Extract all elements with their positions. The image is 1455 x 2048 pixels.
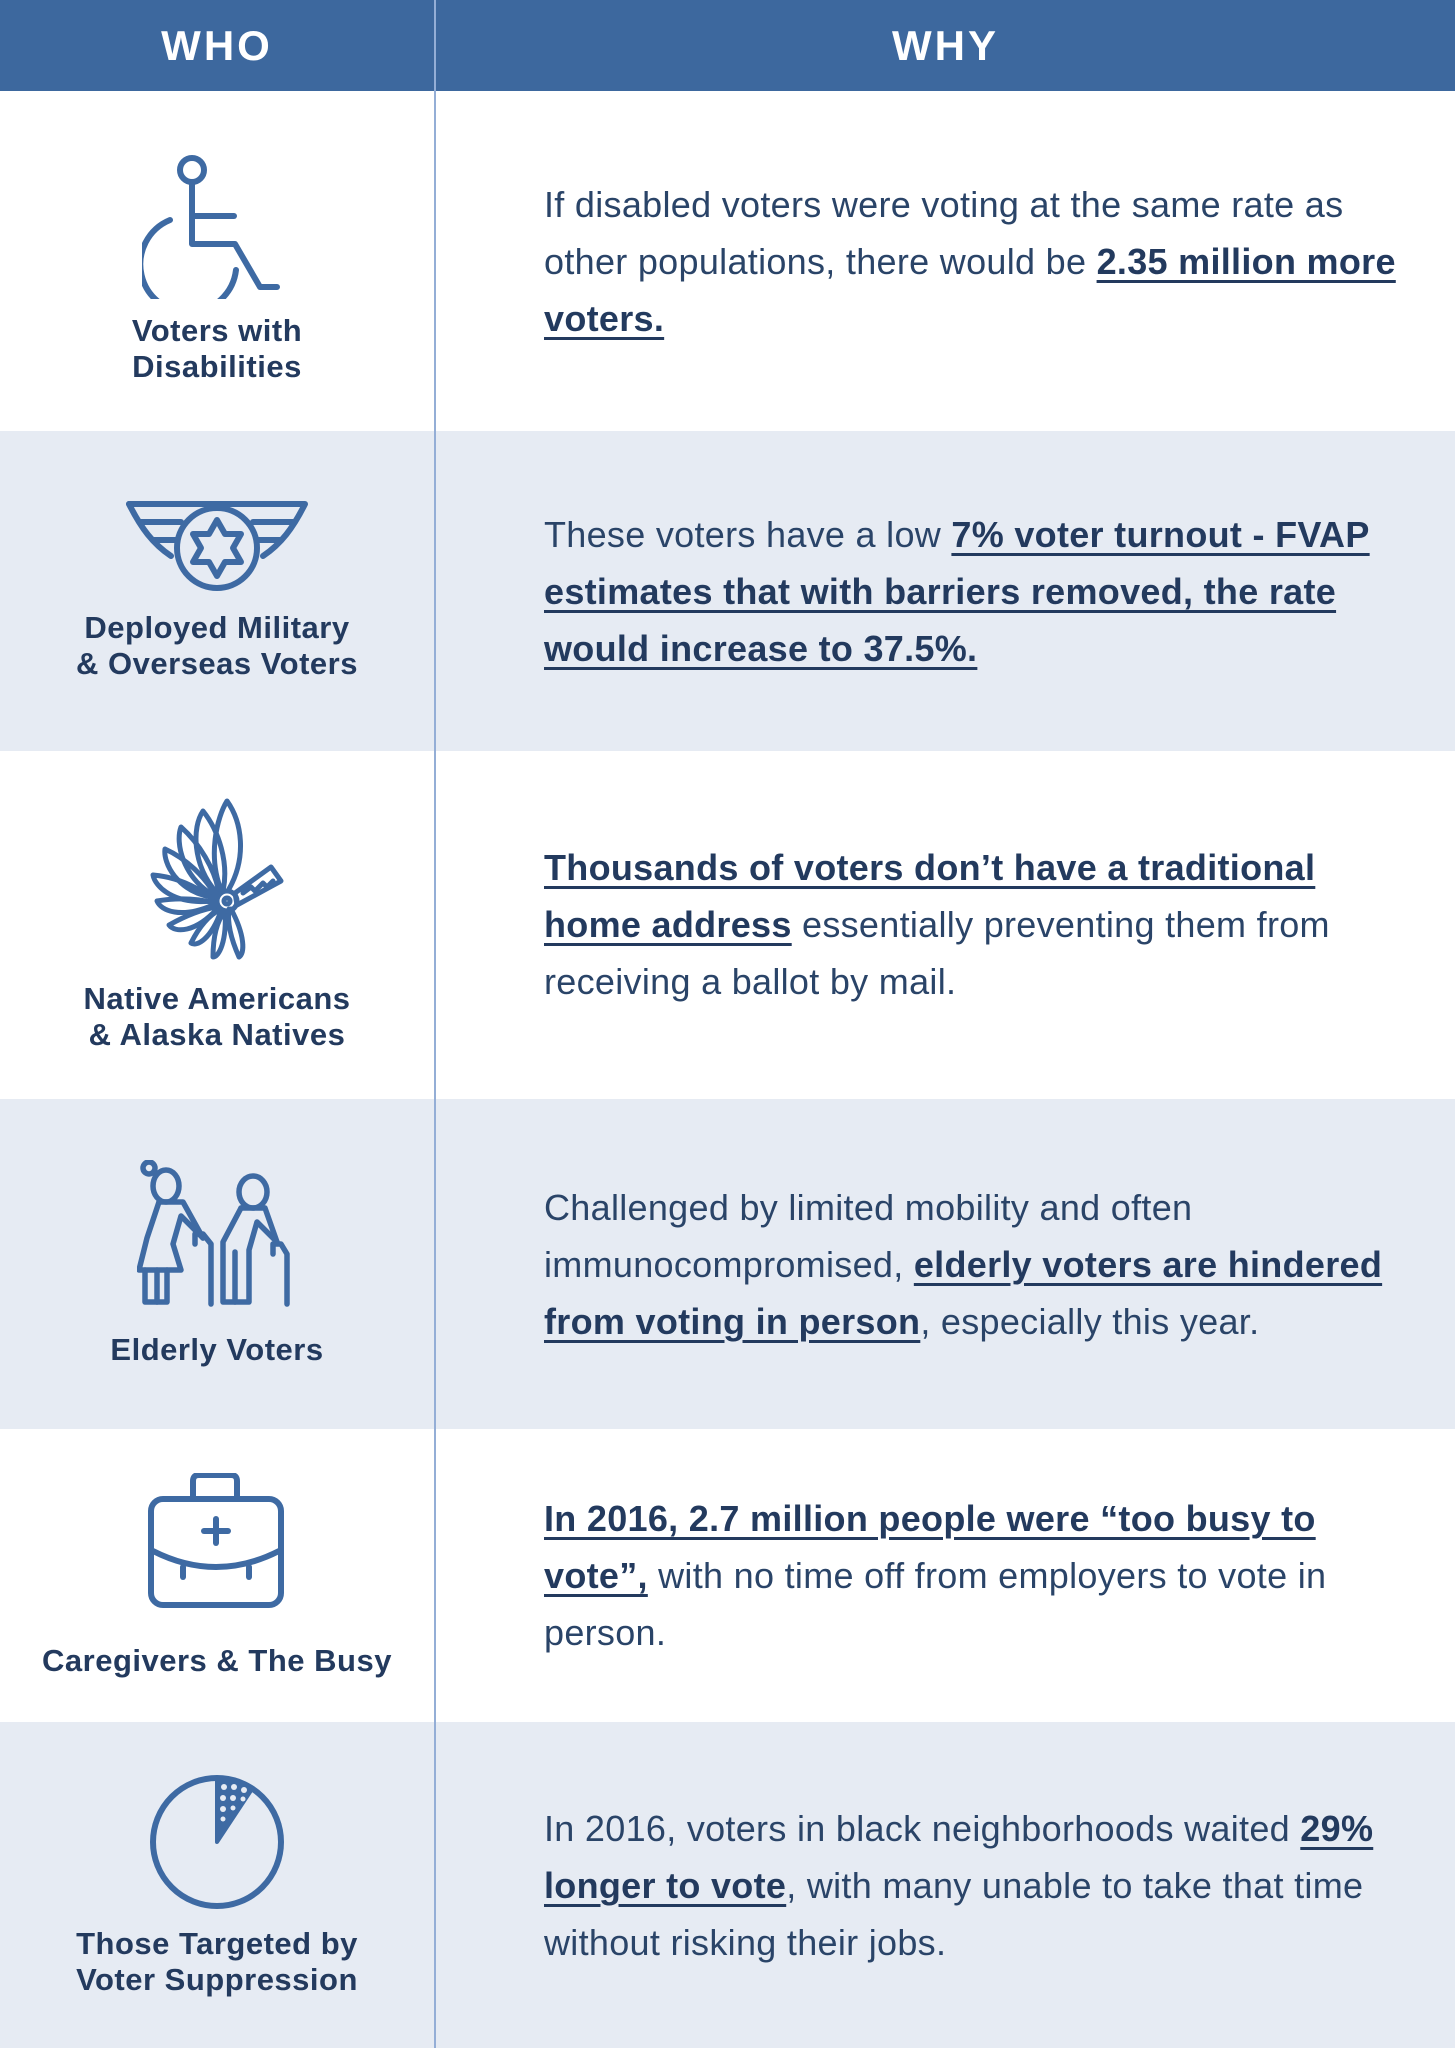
highlight-stat: 2.35 million more voters.	[544, 240, 1396, 339]
header-why: WHY	[892, 21, 999, 69]
military-wings-star-icon	[125, 500, 309, 596]
elderly-couple-icon	[137, 1160, 297, 1310]
table-row-native	[0, 751, 1455, 1099]
header-who: WHO	[161, 21, 273, 69]
highlight-stat: 29% longer to vote	[544, 1807, 1374, 1906]
table-row-elderly	[0, 1099, 1455, 1429]
highlight-stat: In 2016, 2.7 million people were “too busy to vote”,	[544, 1498, 1316, 1596]
why-text: Challenged by limited mobility and often immunocompromised, elderly voters are hindered from voting in person, especially this year.	[544, 1186, 1383, 1342]
pie-chart-slice-icon	[147, 1772, 287, 1912]
why-text: Thousands of voters don’t have a traditional home address essentially preventing them from receiving a ballot by mail.	[544, 847, 1330, 1002]
who-label: Elderly Voters	[110, 1332, 324, 1367]
why-text: In 2016, 2.7 million people were “too busy to vote”, with no time off from employers to vote in person.	[544, 1498, 1327, 1653]
table-row-military	[0, 431, 1455, 751]
who-label: Caregivers & The Busy	[42, 1642, 392, 1678]
table-row-disabilities	[0, 91, 1455, 431]
who-label: Voters with Disabilities	[131, 313, 303, 384]
table-header	[0, 0, 1455, 91]
table-row-suppression	[0, 1722, 1455, 2048]
why-text: If disabled voters were voting at the same rate as other populations, there would be 2.35 million more voters.	[544, 183, 1396, 339]
highlight-stat: Thousands of voters don’t have a traditional home address	[544, 847, 1316, 945]
why-text: In 2016, voters in black neighborhoods waited 29% longer to vote, with many unable to take that time without risking their jobs.	[544, 1807, 1374, 1963]
who-label: Native Americans & Alaska Natives	[83, 981, 351, 1052]
wheelchair-icon	[142, 149, 292, 299]
feather-headdress-icon	[147, 797, 287, 967]
highlight-stat: 7% voter turnout - FVAP estimates that with barriers removed, the rate would increase to 37.5%.	[544, 513, 1370, 669]
table-row-caregivers	[0, 1429, 1455, 1722]
highlight-stat: elderly voters are hindered from voting in person	[544, 1243, 1383, 1342]
why-text: These voters have a low 7% voter turnout - FVAP estimates that with barriers removed, the rate would increase to 37.5%.	[544, 513, 1370, 669]
medical-briefcase-icon	[147, 1473, 287, 1609]
column-divider	[434, 0, 436, 2048]
who-label: Deployed Military & Overseas Voters	[76, 610, 358, 681]
who-label: Those Targeted by Voter Suppression	[76, 1926, 358, 1997]
